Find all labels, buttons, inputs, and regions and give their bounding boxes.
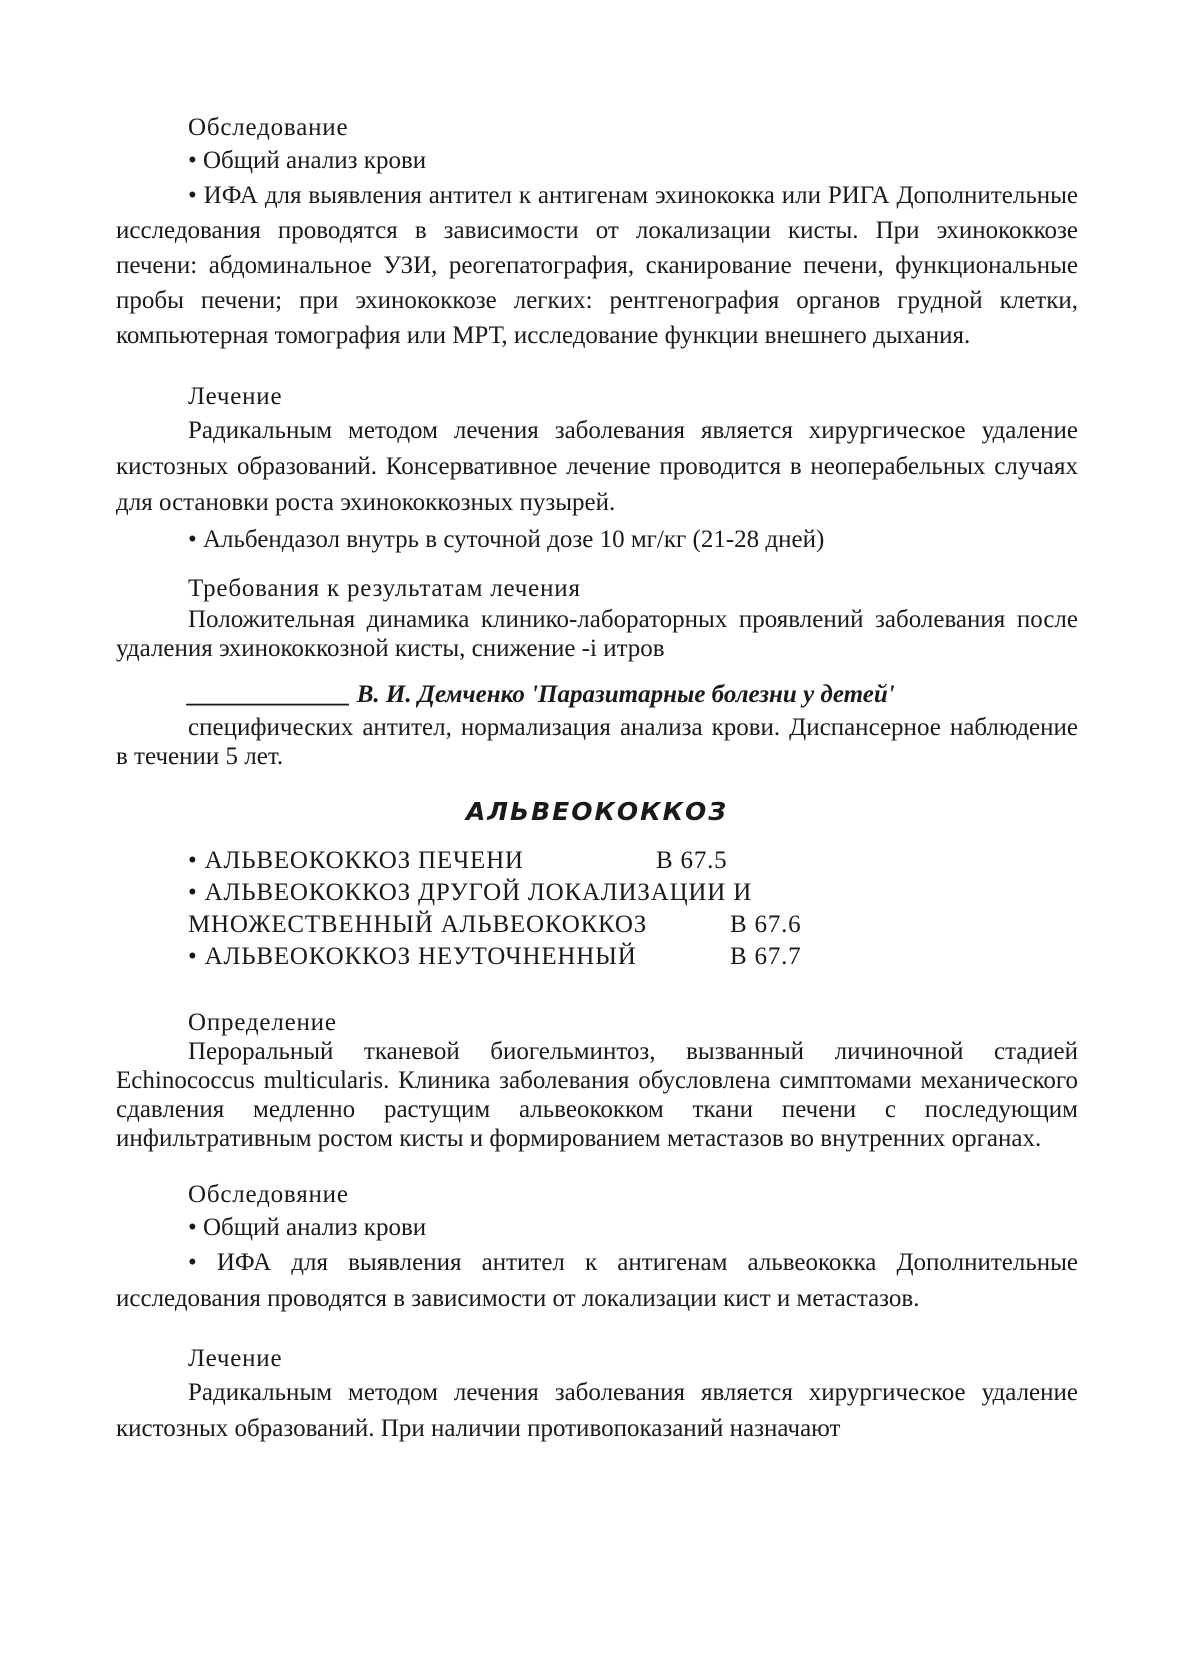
code-name: • АЛЬВЕОКОККОЗ ПЕЧЕНИ xyxy=(188,847,524,874)
code-name: • АЛЬВЕОКОККОЗ НЕУТОЧНЕННЫЙ xyxy=(188,943,637,970)
code-row xyxy=(188,877,1078,909)
section-heading-exam-alveo: Обследовяние xyxy=(188,1181,349,1208)
code-value: В 67.7 xyxy=(730,943,802,970)
code-row xyxy=(188,909,1078,941)
paragraph-continued: специфических антител, нормализация анализа крови. Диспансерное наблюдение в течении 5 лет. xyxy=(116,714,1078,770)
section-heading-treatment-alveo: Лечение xyxy=(188,1345,283,1372)
bullet-blood-test-alveo: • Общий анализ крови xyxy=(188,1214,427,1241)
bullet-blood-test: • Общий анализ крови xyxy=(188,147,427,174)
section-heading-requirements: Требования к результатам лечения xyxy=(188,575,581,602)
code-value: В 67.5 xyxy=(656,847,728,874)
code-row xyxy=(188,941,1078,973)
bullet-albendazole: • Альбендазол внутрь в суточной дозе 10 мг/кг (21-28 дней) xyxy=(188,526,825,553)
paragraph-treatment: Радикальным методом лечения заболевания является хирургическое удаление кистозных образований. Консервативное лечение проводится в неоперабельных случаях для остановки роста эхинококкозных пузырей. xyxy=(116,417,1078,516)
document-page xyxy=(116,112,1078,1447)
diagnosis-code-list xyxy=(116,845,1078,973)
paragraph-ifa: • ИФА для выявления антител к антигенам эхинококка или РИГА Дополнительные исследования проводятся в зависимости от локализации кисты. При эхинококкозе печени: абдоминальное УЗИ, реогепатография, сканирование печени, функциональные пробы печени; при эхинококкозе легких: рентгенография органов грудной клетки, компьютерная томография или МРТ, исследование функции внешнего дыхания. xyxy=(116,182,1078,349)
code-name: МНОЖЕСТВЕННЫЙ АЛЬВЕОКОККОЗ xyxy=(188,911,648,938)
paragraph-definition: Пероральный тканевой биогельминтоз, вызванный личиночной стадией Echinococcus multicularis. Клиника заболевания обусловлена симптомами механического сдавления медленно растущим альвеококком ткани печени с последующим инфильтративным ростом кисты и формированием метастазов во внутренних органах. xyxy=(116,1038,1078,1152)
code-value: В 67.6 xyxy=(730,911,802,938)
paragraph-treatment-alveo: Радикальным методом лечения заболевания является хирургическое удаление кистозных образований. При наличии противопоказаний назначают xyxy=(116,1379,1078,1442)
code-row xyxy=(188,845,1078,877)
code-name: • АЛЬВЕОКОККОЗ ДРУГОЙ ЛОКАЛИЗАЦИИ И xyxy=(188,879,753,906)
section-heading-treatment: Лечение xyxy=(188,383,283,410)
section-heading-definition: Определение xyxy=(188,1009,337,1036)
paragraph-requirements: Положительная динамика клинико-лабораторных проявлений заболевания после удаления эхинококкозной кисты, снижение -i итров xyxy=(116,606,1078,662)
page-footer: _____________ В. И. Демченко 'Паразитарные болезни у детей' xyxy=(188,681,895,708)
section-title-alveococcosis: АЛЬВЕОКОККОЗ xyxy=(465,797,729,826)
paragraph-ifa-alveo: • ИФА для выявления антител к антигенам альвеококка Дополнительные исследования проводятся в зависимости от локализации кист и метастазов. xyxy=(116,1249,1078,1312)
section-heading-exam: Обследование xyxy=(188,114,349,141)
